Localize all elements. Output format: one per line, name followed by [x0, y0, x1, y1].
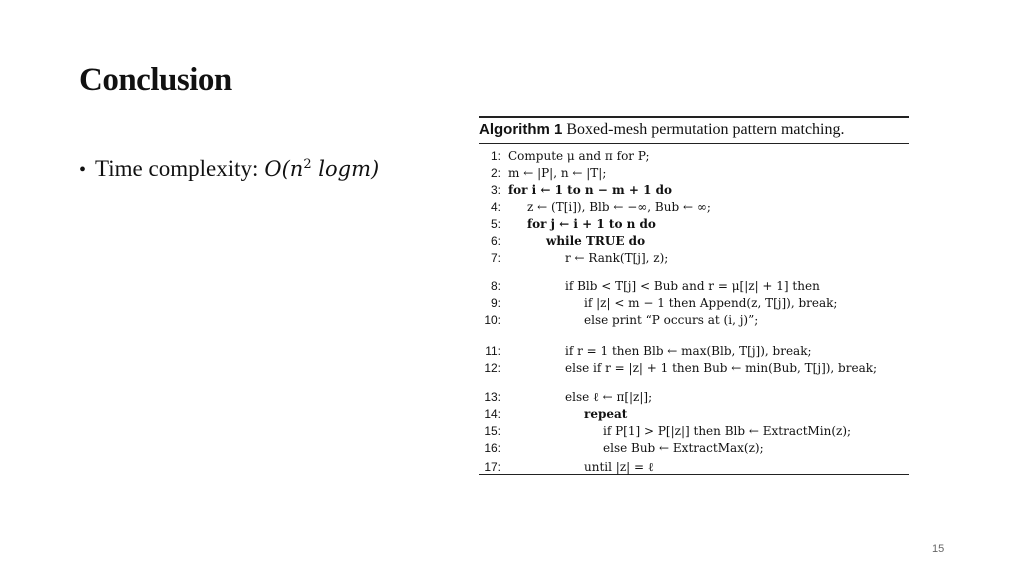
line-number: 7: [490, 251, 501, 265]
line-number: 11: [485, 344, 501, 358]
line-code: else print “P occurs at (i, j)”; [584, 313, 759, 327]
algorithm-label: Algorithm 1 [479, 121, 563, 138]
bullet-time-complexity [79, 156, 379, 182]
line-code: while TRUE do [546, 234, 646, 248]
line-code: else Bub ← ExtractMax(z); [603, 441, 764, 455]
line-number: 2: [490, 166, 501, 180]
algorithm-line [479, 278, 820, 294]
page-number: 15 [932, 543, 945, 555]
formula-suffix: logm) [311, 157, 380, 181]
line-code: if P[1] > P[|z|] then Blb ← ExtractMin(z); [603, 424, 852, 438]
line-number: 16: [484, 441, 501, 455]
line-number: 1: [490, 149, 501, 163]
algorithm-line [479, 423, 852, 439]
line-number: 17: [484, 460, 501, 474]
algorithm-line [479, 295, 838, 311]
complexity-formula [264, 157, 379, 181]
line-number: 14: [484, 407, 501, 421]
line-number: 12: [484, 361, 501, 375]
algorithm-line [479, 360, 878, 376]
line-code: r ← Rank(T[j], z); [565, 251, 669, 265]
algorithm-line [479, 406, 628, 422]
line-code: Compute μ and π for P; [508, 149, 650, 163]
line-code: for j ← i + 1 to n do [527, 217, 656, 231]
line-code: m ← |P|, n ← |T|; [508, 166, 607, 180]
line-code: repeat [584, 407, 628, 421]
line-number: 10: [484, 313, 501, 327]
formula-exponent: 2 [303, 157, 312, 172]
algorithm-header [479, 118, 909, 144]
line-number: 9: [490, 296, 501, 310]
line-number: 15: [484, 424, 501, 438]
algorithm-line [479, 250, 669, 266]
line-code: for i ← 1 to n − m + 1 do [508, 183, 673, 197]
line-code: if |z| < m − 1 then Append(z, T[j]), break; [584, 296, 838, 310]
algorithm-line [479, 199, 711, 215]
algorithm-line [479, 216, 656, 232]
algorithm-line [479, 165, 607, 181]
line-code: until |z| = ℓ [584, 460, 654, 474]
line-number: 5: [490, 217, 501, 231]
algorithm-line [479, 233, 646, 249]
formula-prefix: O(n [264, 157, 304, 181]
line-code: else ℓ ← π[|z|]; [565, 390, 653, 404]
algorithm-lines [479, 144, 909, 474]
algorithm-line [479, 182, 673, 198]
line-code: z ← (T[i]), Blb ← −∞, Bub ← ∞; [527, 200, 711, 214]
line-number: 8: [490, 279, 501, 293]
line-code: if Blb < T[j] < Bub and r = μ[|z| + 1] then [565, 279, 820, 293]
algorithm-line [479, 389, 653, 405]
algorithm-line [479, 148, 650, 164]
algorithm-title: Boxed-mesh permutation pattern matching. [566, 121, 845, 138]
algorithm-line [479, 343, 812, 359]
slide-title: Conclusion [79, 62, 232, 98]
algorithm-line [479, 459, 654, 475]
line-number: 13: [484, 390, 501, 404]
algorithm-line [479, 440, 764, 456]
line-number: 6: [490, 234, 501, 248]
algorithm-line [479, 312, 759, 328]
line-code: if r = 1 then Blb ← max(Blb, T[j]), break; [565, 344, 812, 358]
bullet-label: Time complexity: [95, 156, 259, 181]
line-code: else if r = |z| + 1 then Bub ← min(Bub, T[j]), break; [565, 361, 878, 375]
line-number: 4: [490, 200, 501, 214]
line-number: 3: [490, 183, 501, 197]
algorithm-box [479, 116, 909, 475]
bullet-marker: • [79, 159, 87, 181]
